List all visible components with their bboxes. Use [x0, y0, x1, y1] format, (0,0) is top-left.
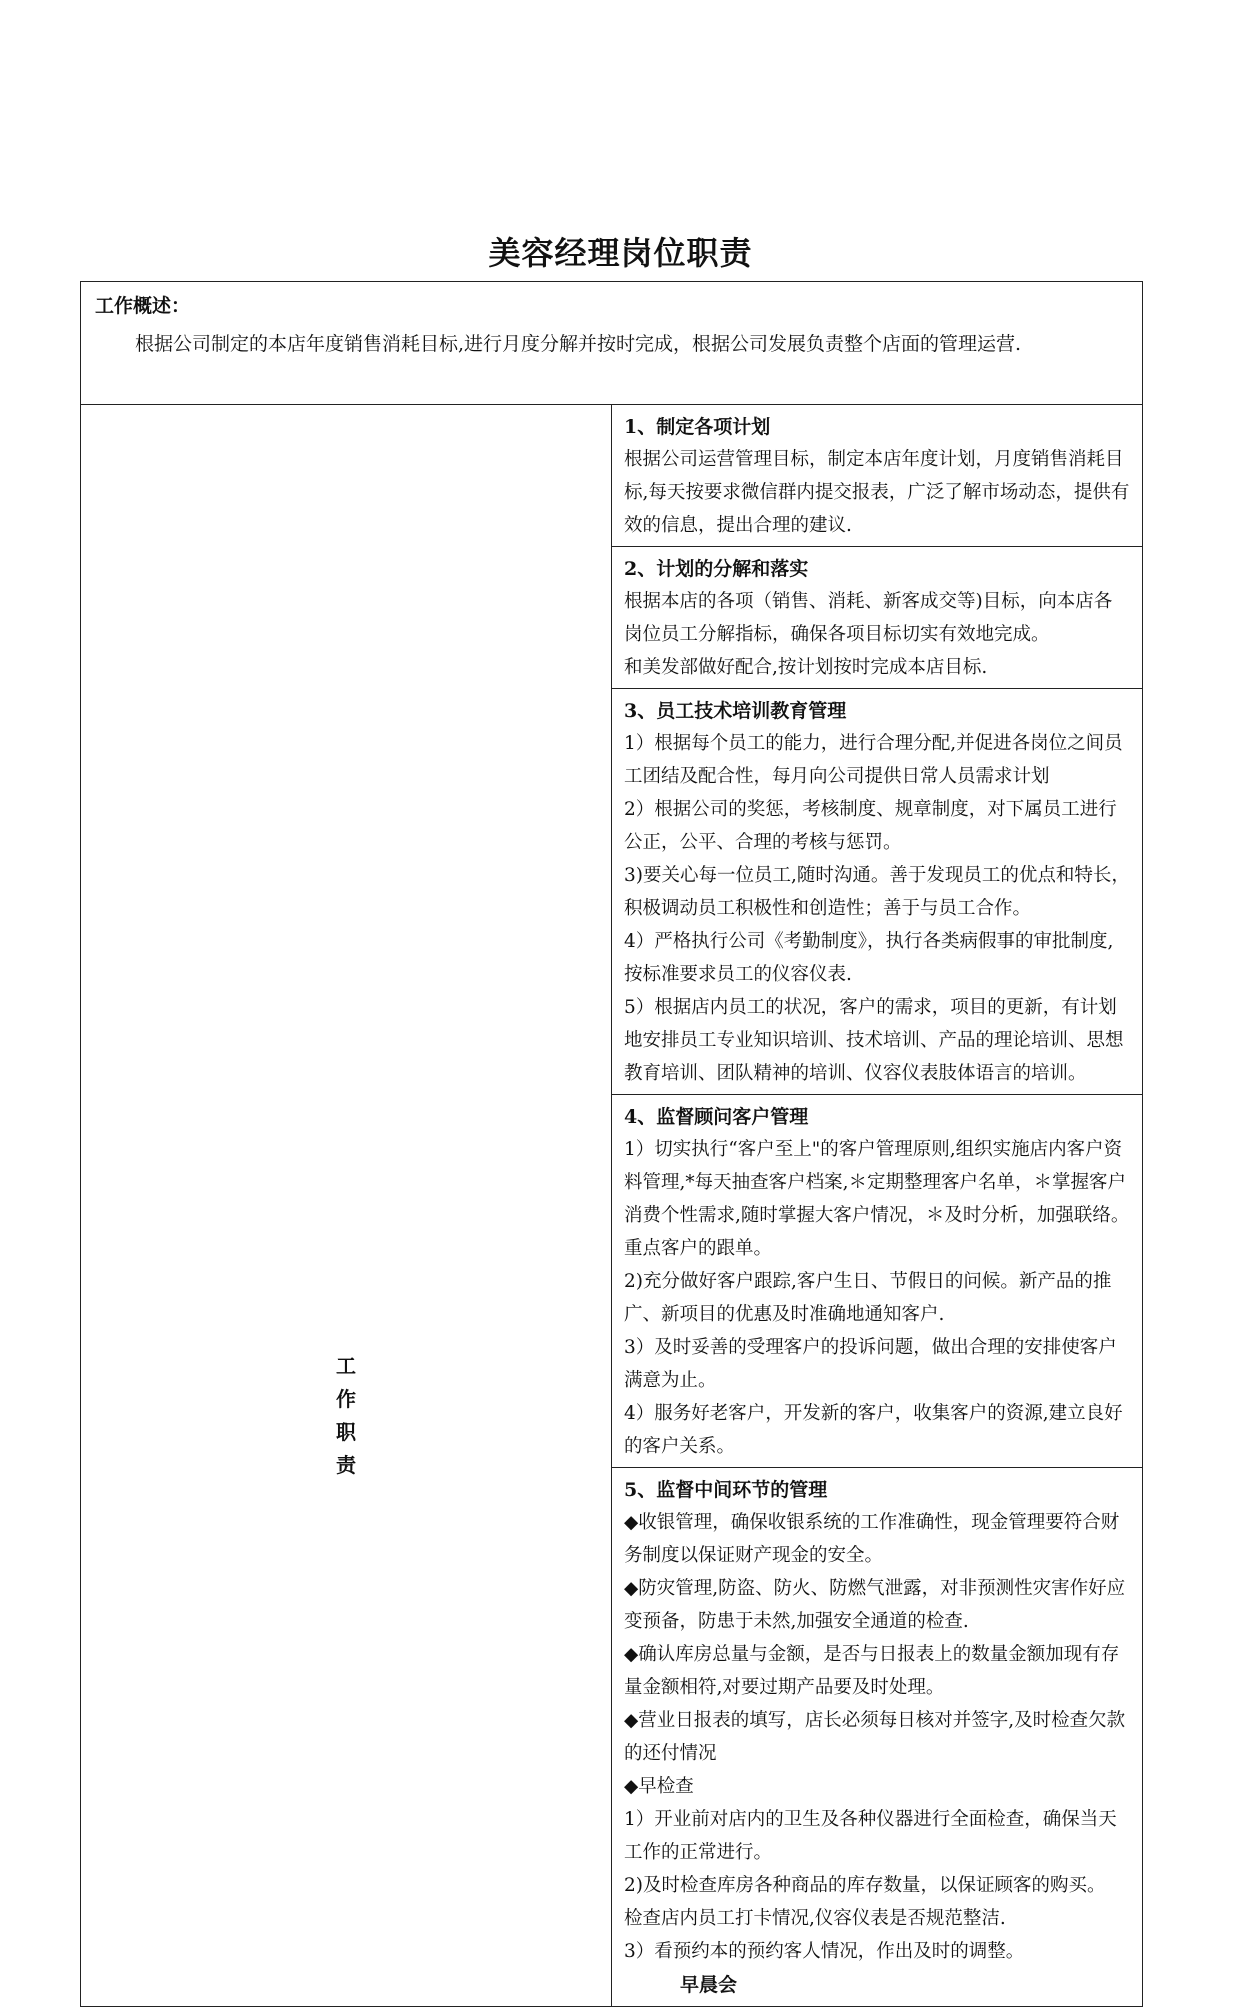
- section-title: 4、监督顾问客户管理: [624, 1106, 809, 1128]
- section-line: 2）根据公司的奖惩，考核制度、规章制度，对下属员工进行公正，公平、合理的考核与惩罚。: [624, 799, 1117, 853]
- side-label: 工作职责: [336, 1353, 356, 1477]
- overview-row: [81, 282, 1143, 405]
- section-title: 3、员工技术培训教育管理: [624, 700, 847, 722]
- section-line: 3）看预约本的预约客人情况，作出及时的调整。: [624, 1941, 1025, 1962]
- section-line: ◆防灾管理,防盗、防火、防燃气泄露，对非预测性灾害作好应变预备，防患于未然,加强安全通道的检查.: [624, 1578, 1126, 1632]
- section-line: 根据本店的各项（销售、消耗、新客成交等)目标，向本店各岗位员工分解指标，确保各项目标切实有效地完成。: [624, 591, 1113, 645]
- duty-table: [80, 281, 1143, 2007]
- section-line: ◆营业日报表的填写，店长必须每日核对并签字,及时检查欠款的还付情况: [624, 1710, 1126, 1764]
- section-line: 根据公司运营管理目标，制定本店年度计划，月度销售消耗目标,每天按要求微信群内提交报表，广泛了解市场动态，提供有效的信息，提出合理的建议.: [624, 449, 1130, 536]
- section-middle-management: [612, 1468, 1143, 2007]
- section-customers: [612, 1095, 1143, 1468]
- overview-body: 根据公司制定的本店年度销售消耗目标,进行月度分解并按时完成，根据公司发展负责整个店面的管理运营.: [135, 333, 1022, 355]
- section-title: 5、监督中间环节的管理: [624, 1479, 828, 1501]
- section-line: 1）开业前对店内的卫生及各种仪器进行全面检查，确保当天工作的正常进行。: [624, 1809, 1117, 1863]
- section-line: 3）及时妥善的受理客户的投诉问题，做出合理的安排使客户满意为止。: [624, 1337, 1117, 1391]
- section-line: 和美发部做好配合,按计划按时完成本店目标.: [624, 657, 988, 678]
- section-line: ◆早检查: [624, 1776, 694, 1797]
- section-line: 4）服务好老客户，开发新的客户，收集客户的资源,建立良好的客户关系。: [624, 1403, 1123, 1457]
- section-line: 5）根据店内员工的状况，客户的需求，项目的更新，有计划地安排员工专业知识培训、技术培训、产品的理论培训、思想教育培训、团队精神的培训、仪容仪表肢体语言的培训。: [624, 997, 1124, 1084]
- section-line: 1）根据每个员工的能力，进行合理分配,并促进各岗位之间员工团结及配合性，每月向公司提供日常人员需求计划: [624, 733, 1123, 787]
- section-training: [612, 689, 1143, 1095]
- overview-heading: 工作概述：: [95, 295, 191, 317]
- section-line: 1）切实执行“客户至上"的客户管理原则,组织实施店内客户资料管理,*每天抽查客户档案,＊定期整理客户名单，＊掌握客户消费个性需求,随时掌握大客户情况，＊及时分析，加强联络。: [624, 1139, 1130, 1226]
- section-line: ◆确认库房总量与金额，是否与日报表上的数量金额加现有存量金额相符,对要过期产品要及时处理。: [624, 1644, 1120, 1698]
- section-line: 4）严格执行公司《考勤制度》，执行各类病假事的审批制度,按标准要求员工的仪容仪表.: [624, 931, 1114, 985]
- overview-cell: [81, 282, 1143, 405]
- section-line: 2)充分做好客户跟踪,客户生日、节假日的问候。新产品的推广、新项目的优惠及时准确地通知客户.: [624, 1271, 1112, 1325]
- section-line: 2)及时检查库房各种商品的库存数量，以保证顾客的购买。: [624, 1875, 1106, 1896]
- side-label-cell: [81, 405, 612, 2007]
- section-breakdown: [612, 547, 1143, 689]
- section-row-1: [81, 405, 1143, 547]
- section-line: 检查店内员工打卡情况,仪容仪表是否规范整洁.: [624, 1908, 1006, 1929]
- section-subheading: 早晨会: [680, 1974, 738, 1996]
- section-line: 3)要关心每一位员工,随时沟通。善于发现员工的优点和特长，积极调动员工积极性和创造性；善于与员工合作。: [624, 865, 1130, 919]
- section-title: 1、制定各项计划: [624, 416, 771, 438]
- section-plans: [612, 405, 1143, 547]
- page-title: 美容经理岗位职责: [488, 234, 753, 272]
- section-line: ◆收银管理，确保收银系统的工作准确性，现金管理要符合财务制度以保证财产现金的安全。: [624, 1512, 1120, 1566]
- section-title: 2、计划的分解和落实: [624, 558, 809, 580]
- section-line: 重点客户的跟单。: [624, 1238, 773, 1259]
